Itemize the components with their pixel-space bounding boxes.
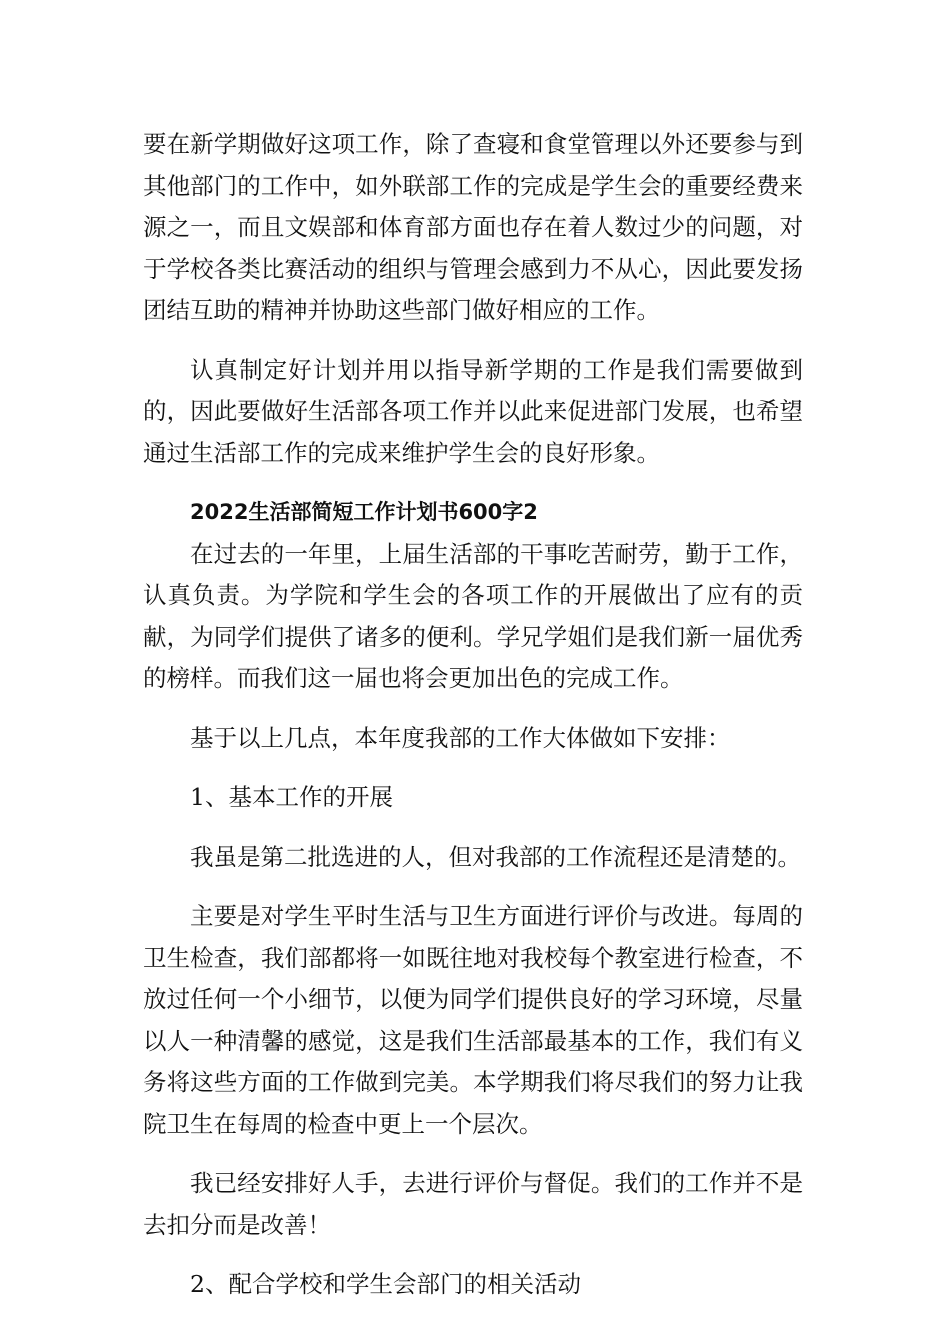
document-body [143, 124, 803, 1306]
paragraph-6: 我虽是第二批选进的人，但对我部的工作流程还是清楚的。 [190, 842, 801, 871]
paragraph-3: 在过去的一年里，上届生活部的干事吃苦耐劳，勤于工作，认真负责。为学院和学生会的各项工作的开展做出了应有的贡献，为同学们提供了诸多的便利。学兄学姐们是我们新一届优秀的榜样。而我们这一届也将会更加出色的完成工作。 [143, 539, 803, 692]
section-heading: 2022生活部简短工作计划书600字2 [190, 500, 538, 524]
paragraph-4: 基于以上几点，本年度我部的工作大体做如下安排： [190, 723, 731, 752]
paragraph-8: 我已经安排好人手，去进行评价与督促。我们的工作并不是去扣分而是改善！ [143, 1169, 803, 1239]
list-item-2-heading: 2、配合学校和学生会部门的相关活动 [190, 1270, 581, 1298]
paragraph-7: 主要是对学生平时生活与卫生方面进行评价与改进。每周的卫生检查，我们部都将一如既往地对我校每个教室进行检查，不放过任何一个小细节，以便为同学们提供良好的学习环境，尽量以人一种清馨的感觉，这是我们生活部最基本的工作，我们有义务将这些方面的工作做到完美。本学期我们将尽我们的努力让我院卫生在每周的检查中更上一个层次。 [143, 902, 803, 1138]
paragraph-2: 认真制定好计划并用以指导新学期的工作是我们需要做到的，因此要做好生活部各项工作并以此来促进部门发展，也希望通过生活部工作的完成来维护学生会的良好形象。 [143, 355, 803, 467]
paragraph-1: 要在新学期做好这项工作，除了查寝和食堂管理以外还要参与到其他部门的工作中，如外联部工作的完成是学生会的重要经费来源之一，而且文娱部和体育部方面也存在着人数过少的问题，对于学校各类比赛活动的组织与管理会感到力不从心，因此要发扬团结互助的精神并协助这些部门做好相应的工作。 [143, 130, 803, 324]
list-item-1-heading: 1、基本工作的开展 [190, 783, 393, 811]
